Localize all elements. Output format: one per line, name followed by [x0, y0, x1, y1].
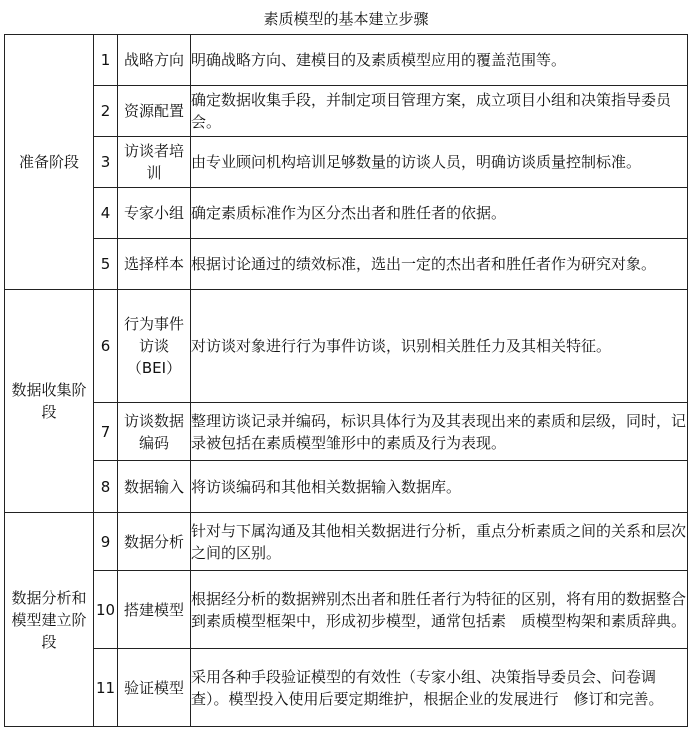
- step-description: 将访谈编码和其他相关数据输入数据库。: [191, 461, 688, 513]
- step-name: 访谈数据编码: [118, 403, 191, 461]
- step-name: 选择样本: [118, 239, 191, 290]
- step-number: 8: [94, 461, 118, 513]
- step-description: 确定数据收集手段，并制定项目管理方案，成立项目小组和决策指导委员会。: [191, 86, 688, 137]
- step-name: 访谈者培训: [118, 137, 191, 188]
- table-row: [5, 513, 688, 571]
- step-name: 验证模型: [118, 649, 191, 727]
- step-description: 明确战略方向、建模目的及素质模型应用的覆盖范围等。: [191, 35, 688, 86]
- table-row: [5, 188, 688, 239]
- table-row: [5, 35, 688, 86]
- table-row: [5, 649, 688, 727]
- phase-cell: 准备阶段: [5, 35, 94, 290]
- table-row: [5, 571, 688, 649]
- step-description: 采用各种手段验证模型的有效性（专家小组、决策指导委员会、问卷调查）。模型投入使用后要定期维护，根据企业的发展进行 修订和完善。: [191, 649, 688, 727]
- table-row: [5, 239, 688, 290]
- step-number: 5: [94, 239, 118, 290]
- step-number: 3: [94, 137, 118, 188]
- step-name: 搭建模型: [118, 571, 191, 649]
- phase-cell: 数据收集阶段: [5, 290, 94, 513]
- step-name: 战略方向: [118, 35, 191, 86]
- table-row: [5, 403, 688, 461]
- table-row: [5, 137, 688, 188]
- steps-table: [4, 34, 688, 727]
- step-number: 1: [94, 35, 118, 86]
- step-name: 资源配置: [118, 86, 191, 137]
- step-number: 4: [94, 188, 118, 239]
- step-name: 行为事件访谈（BEI）: [118, 290, 191, 403]
- table-row: [5, 461, 688, 513]
- step-name: 数据分析: [118, 513, 191, 571]
- table-row: [5, 290, 688, 403]
- step-number: 9: [94, 513, 118, 571]
- table-row: [5, 86, 688, 137]
- step-number: 11: [94, 649, 118, 727]
- step-number: 7: [94, 403, 118, 461]
- step-number: 2: [94, 86, 118, 137]
- step-name: 专家小组: [118, 188, 191, 239]
- step-number: 10: [94, 571, 118, 649]
- step-description: 由专业顾问机构培训足够数量的访谈人员，明确访谈质量控制标准。: [191, 137, 688, 188]
- step-description: 根据经分析的数据辨别杰出者和胜任者行为特征的区别，将有用的数据整合到素质模型框架中，形成初步模型，通常包括素 质模型构架和素质辞典。: [191, 571, 688, 649]
- table-title: 素质模型的基本建立步骤: [263, 10, 429, 28]
- step-description: 根据讨论通过的绩效标准，选出一定的杰出者和胜任者作为研究对象。: [191, 239, 688, 290]
- step-description: 针对与下属沟通及其他相关数据进行分析，重点分析素质之间的关系和层次之间的区别。: [191, 513, 688, 571]
- step-description: 对访谈对象进行行为事件访谈，识别相关胜任力及其相关特征。: [191, 290, 688, 403]
- step-name: 数据输入: [118, 461, 191, 513]
- step-number: 6: [94, 290, 118, 403]
- step-description: 整理访谈记录并编码，标识具体行为及其表现出来的素质和层级，同时，记录被包括在素质模型雏形中的素质及行为表现。: [191, 403, 688, 461]
- phase-cell: 数据分析和模型建立阶段: [5, 513, 94, 727]
- step-description: 确定素质标准作为区分杰出者和胜任者的依据。: [191, 188, 688, 239]
